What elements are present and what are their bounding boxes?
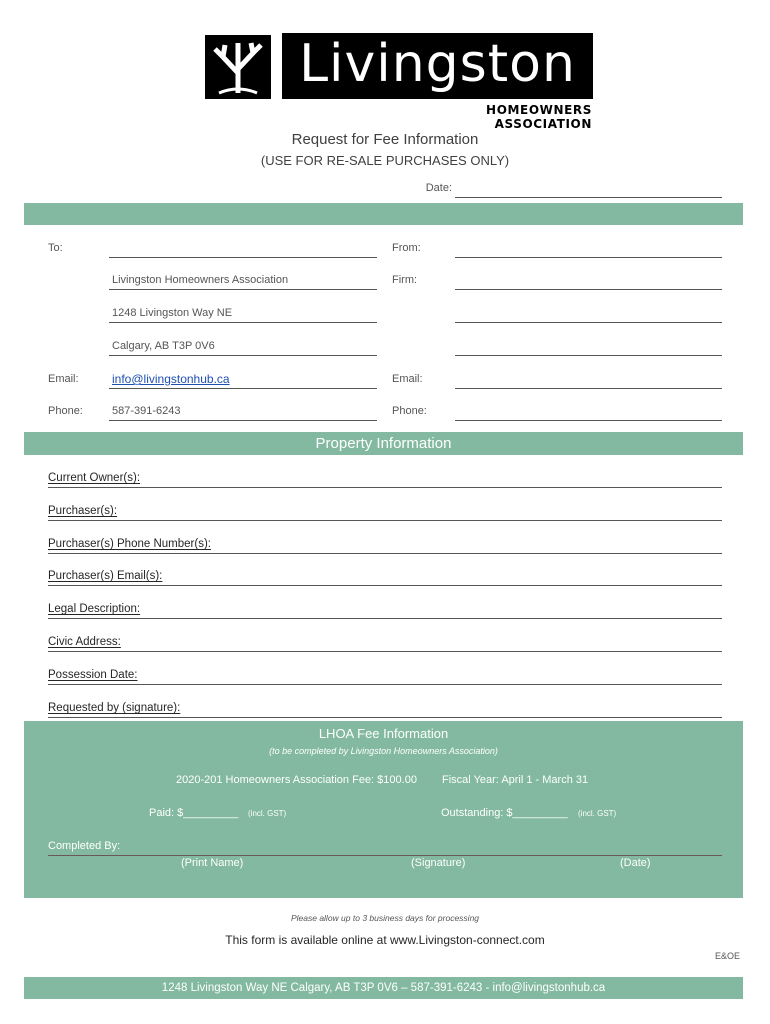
- to-line-2-rule: [109, 322, 377, 323]
- paid-field[interactable]: Paid: $_________: [149, 807, 239, 819]
- purchaser-email-label: Purchaser(s) Email(s):: [48, 570, 163, 582]
- date-label: Date:: [425, 182, 452, 194]
- to-label: To:: [48, 242, 63, 254]
- current-owner-label: Current Owner(s):: [48, 472, 141, 484]
- phone-label: Phone:: [48, 405, 83, 417]
- logo-wordmark: Livingston: [282, 33, 593, 99]
- fiscal-year: Fiscal Year: April 1 - March 31: [442, 774, 589, 786]
- firm-label: Firm:: [392, 274, 418, 286]
- from-field[interactable]: [455, 257, 722, 258]
- to-field[interactable]: [109, 257, 377, 258]
- fee-note: (to be completed by Livingston Homeowners Association): [269, 746, 498, 756]
- to-line-2: 1248 Livingston Way NE: [112, 307, 233, 319]
- phone-field-right[interactable]: [455, 420, 722, 421]
- logo-subtitle: HOMEOWNERS ASSOCIATION: [486, 103, 592, 131]
- civic-address-label: Civic Address:: [48, 636, 121, 648]
- signature-label: (Signature): [411, 857, 466, 869]
- footer-address-bar: [24, 977, 743, 999]
- purchaser-email-field[interactable]: [48, 585, 722, 586]
- to-line-1: Livingston Homeowners Association: [112, 274, 289, 286]
- property-section-title: Property Information: [315, 435, 452, 452]
- phone-value: 587-391-6243: [112, 405, 181, 417]
- purchaser-label: Purchaser(s):: [48, 505, 118, 517]
- footer-address-text: 1248 Livingston Way NE Calgary, AB T3P 0V6 – 587-391-6243 - info@livingstonhub.ca: [161, 982, 606, 994]
- fee-title: LHOA Fee Information: [318, 726, 449, 741]
- paid-note: (incl. GST): [248, 809, 287, 818]
- legal-description-field[interactable]: [48, 618, 722, 619]
- section-band: [24, 203, 743, 225]
- print-name-label: (Print Name): [181, 857, 244, 869]
- email-rule: [109, 388, 377, 389]
- from-address-field-1[interactable]: [455, 322, 722, 323]
- tree-logo-icon: [205, 35, 271, 99]
- purchaser-phone-field[interactable]: [48, 553, 722, 554]
- from-address-field-2[interactable]: [455, 355, 722, 356]
- email-label-right: Email:: [392, 373, 423, 385]
- eoe-note: E&OE: [714, 951, 740, 961]
- outstanding-field[interactable]: Outstanding: $_________: [441, 807, 568, 819]
- requested-by-label: Requested by (signature):: [48, 702, 181, 714]
- purchaser-field[interactable]: [48, 520, 722, 521]
- legal-description-label: Legal Description:: [48, 603, 141, 615]
- firm-field[interactable]: [455, 289, 722, 290]
- outstanding-note: (incl. GST): [578, 809, 617, 818]
- property-section-header: [24, 432, 743, 455]
- email-label: Email:: [48, 373, 79, 385]
- processing-note: Please allow up to 3 business days for processing: [290, 913, 480, 923]
- to-line-1-rule: [109, 289, 377, 290]
- purchaser-phone-label: Purchaser(s) Phone Number(s):: [48, 538, 211, 550]
- online-availability-note: This form is available online at www.Livingston-connect.com: [225, 933, 545, 947]
- to-line-3-rule: [109, 355, 377, 356]
- phone-label-right: Phone:: [392, 405, 427, 417]
- phone-rule: [109, 420, 377, 421]
- completed-by-field[interactable]: [48, 855, 722, 856]
- date-caption: (Date): [620, 857, 651, 869]
- date-field[interactable]: [455, 197, 722, 198]
- from-label: From:: [392, 242, 421, 254]
- form-title: Request for Fee Information: [291, 131, 479, 148]
- requested-by-field[interactable]: [48, 717, 722, 718]
- possession-date-field[interactable]: [48, 684, 722, 685]
- civic-address-field[interactable]: [48, 651, 722, 652]
- email-link[interactable]: info@livingstonhub.ca: [112, 372, 230, 386]
- email-field-right[interactable]: [455, 388, 722, 389]
- possession-date-label: Possession Date:: [48, 669, 138, 681]
- to-line-3: Calgary, AB T3P 0V6: [112, 340, 215, 352]
- current-owner-field[interactable]: [48, 487, 722, 488]
- form-subtitle: (USE FOR RE-SALE PURCHASES ONLY): [260, 153, 510, 168]
- fee-amount: 2020-201 Homeowners Association Fee: $100.00: [176, 774, 417, 786]
- completed-by-label: Completed By:: [48, 840, 121, 852]
